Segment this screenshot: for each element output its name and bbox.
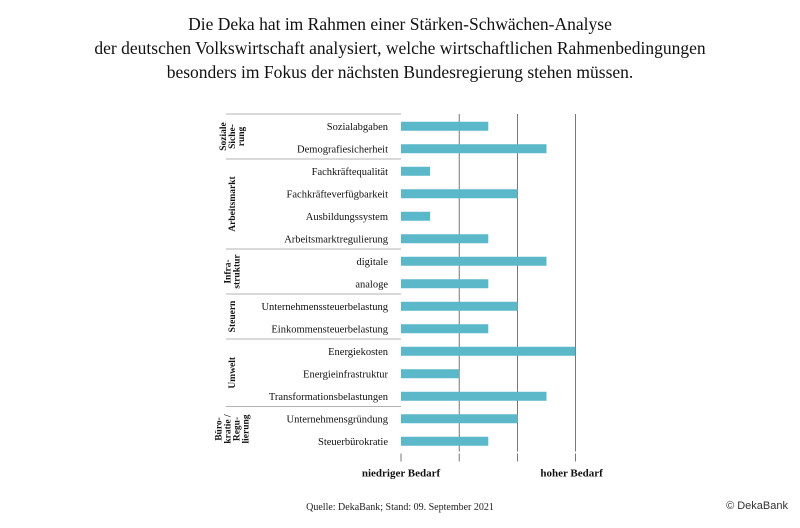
category-label: Steuerbürokratie — [318, 436, 388, 448]
bar-2-0 — [401, 257, 547, 266]
bar-3-1 — [401, 324, 488, 333]
title-line-3: besonders im Fokus der nächsten Bundesregierung stehen müssen. — [166, 62, 634, 82]
group-label-line: Büro- — [214, 417, 225, 441]
group-label-1 — [228, 175, 238, 231]
group-label-line: Arbeitsmarkt — [228, 176, 238, 232]
group-label-0 — [219, 122, 247, 151]
source-note: Quelle: DekaBank; Stand: 09. September 2021 — [306, 502, 494, 513]
category-label: Fachkräftequalität — [311, 166, 388, 178]
title-line-1: Die Deka hat im Rahmen einer Stärken-Schwächen-Analyse — [188, 14, 612, 34]
group-label-line: Soziale — [219, 122, 229, 151]
bar-5-1 — [401, 437, 488, 446]
group-label-line: struktur — [232, 254, 243, 289]
axis-low-label: niedriger Bedarf — [361, 467, 441, 480]
title-line-2: der deutschen Volkswirtschaft analysiert, welche wirtschaftlichen Rahmenbedingungen — [94, 38, 706, 58]
bar-1-0 — [401, 167, 430, 176]
bar-1-3 — [401, 234, 488, 243]
bar-1-1 — [401, 189, 517, 198]
category-label: Transformationsbelastungen — [268, 391, 388, 403]
category-label: Arbeitsmarktregulierung — [284, 234, 388, 246]
group-label-4 — [228, 356, 238, 388]
category-label: Energiekosten — [328, 346, 388, 358]
bar-2-1 — [401, 279, 488, 288]
group-label-line: Steuern — [228, 300, 238, 333]
brand-mark: © DekaBank — [726, 500, 788, 512]
bar-0-0 — [401, 122, 488, 131]
group-label-5 — [215, 414, 252, 444]
category-label: Sozialabgaben — [326, 121, 388, 133]
category-label: Unternehmenssteuerbelastung — [261, 301, 388, 313]
bar-1-2 — [401, 212, 430, 221]
bar-4-1 — [401, 369, 459, 378]
group-label-line: kratie / — [223, 414, 234, 444]
bar-0-1 — [401, 144, 547, 153]
category-label: Energieinfrastruktur — [303, 369, 388, 381]
category-label: Demografiesicherheit — [297, 144, 388, 156]
group-label-line: rung — [237, 126, 247, 147]
group-label-line: lierung — [241, 414, 252, 444]
group-label-line: Siche- — [228, 124, 238, 149]
group-label-line: Umwelt — [228, 356, 238, 389]
bar-4-0 — [401, 347, 576, 356]
category-label: Fachkräfteverfügbarkeit — [286, 189, 388, 201]
bar-3-0 — [401, 302, 517, 311]
category-label: analoge — [355, 279, 388, 291]
category-label: Ausbildungssystem — [305, 211, 388, 223]
category-label: Einkommensteuerbelastung — [271, 324, 388, 336]
bar-4-2 — [401, 392, 547, 401]
group-label-2 — [224, 254, 243, 289]
bar-5-0 — [401, 414, 517, 423]
group-label-3 — [228, 300, 238, 332]
axis-high-label: hoher Bedarf — [540, 467, 603, 480]
category-label: Unternehmensgründung — [286, 414, 388, 426]
group-label-line: Infra- — [223, 259, 234, 284]
group-label-line: Regu- — [232, 416, 243, 442]
category-label: digitale — [356, 256, 388, 268]
